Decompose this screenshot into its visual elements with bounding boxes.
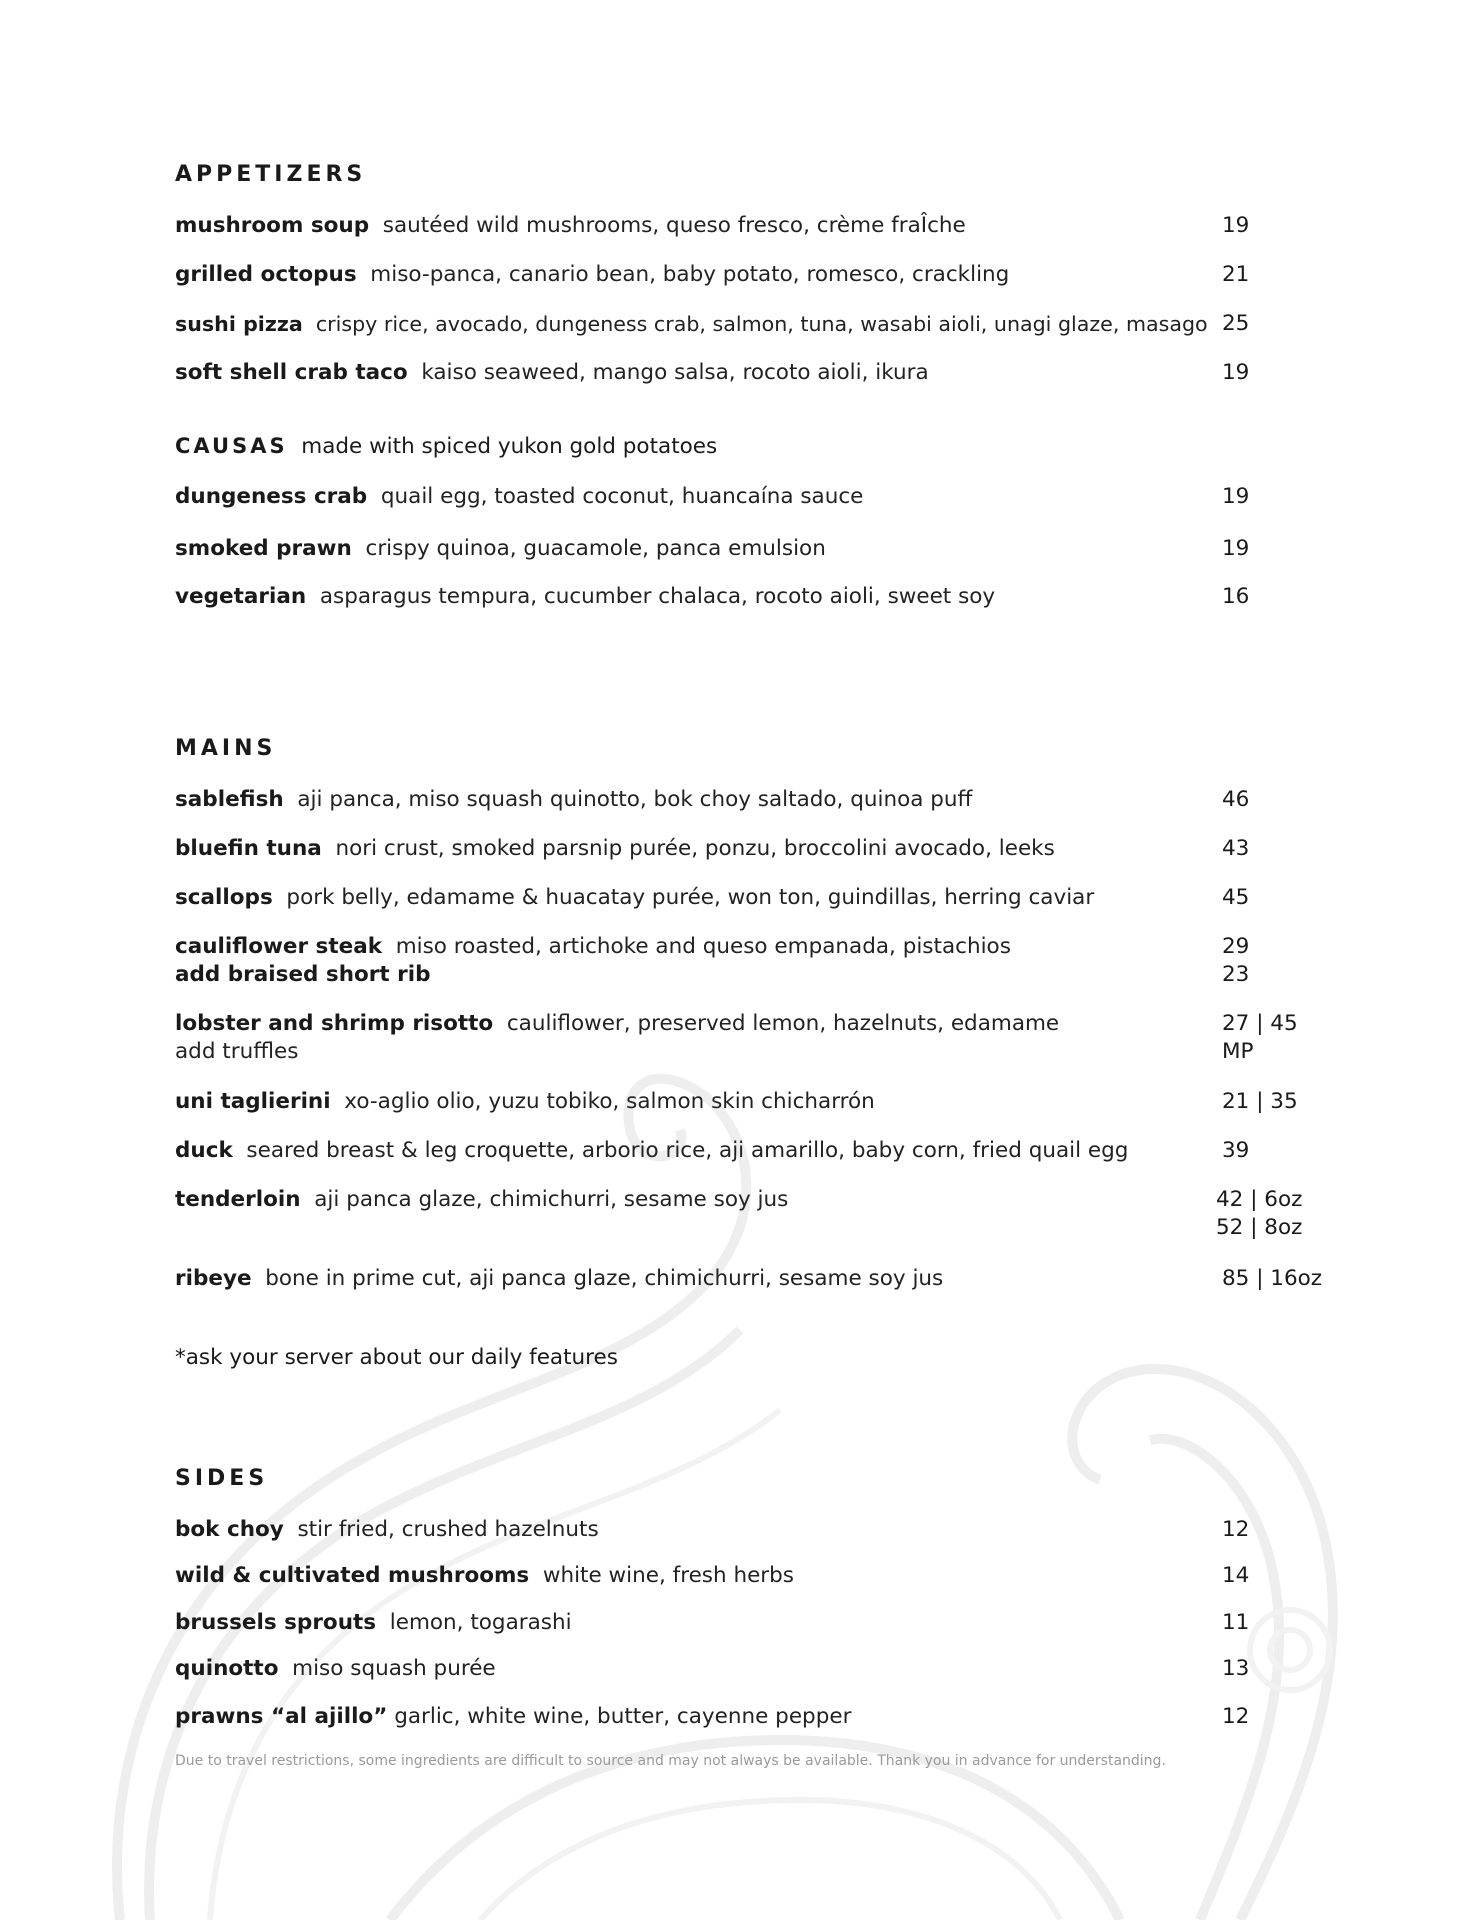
item-description: kaiso seaweed, mango salsa, rocoto aioli, ikura xyxy=(421,360,929,385)
item-name: wild & cultivated mushrooms xyxy=(175,1563,530,1588)
item-description: crispy quinoa, guacamole, panca emulsion xyxy=(365,536,826,561)
item-price: 19 xyxy=(1222,484,1250,509)
item-price: 39 xyxy=(1222,1138,1250,1163)
section-title-causas: CAUSAS xyxy=(175,434,288,458)
item-name: quinotto xyxy=(175,1656,279,1681)
item-price: 43 xyxy=(1222,836,1250,861)
item-name: sushi pizza xyxy=(175,312,303,336)
mains-section xyxy=(175,734,1325,764)
menu-item xyxy=(175,1010,1325,1066)
menu-item xyxy=(175,933,1325,989)
item-addon: add braised short rib xyxy=(175,962,431,987)
item-name: grilled octopus xyxy=(175,262,357,287)
menu-item xyxy=(175,1562,1325,1590)
menu-item xyxy=(175,884,1325,912)
item-description: sautéed wild mushrooms, queso fresco, crème fraÎche xyxy=(382,213,966,238)
item-name: bluefin tuna xyxy=(175,836,322,861)
causas-header xyxy=(175,432,1325,460)
item-price: 27 | 45 xyxy=(1222,1011,1298,1036)
menu-item xyxy=(175,1516,1325,1544)
section-title-appetizers: APPETIZERS xyxy=(175,162,367,187)
menu-item xyxy=(175,1703,1325,1731)
menu-item xyxy=(175,1186,1325,1242)
item-description: white wine, fresh herbs xyxy=(542,1563,794,1588)
item-name: brussels sprouts xyxy=(175,1610,377,1635)
item-description: aji panca, miso squash quinotto, bok choy saltado, quinoa puff xyxy=(297,787,973,812)
item-name: lobster and shrimp risotto xyxy=(175,1011,494,1036)
item-price: 19 xyxy=(1222,213,1250,238)
item-description: miso-panca, canario bean, baby potato, romesco, crackling xyxy=(370,262,1010,287)
item-description: pork belly, edamame & huacatay purée, won ton, guindillas, herring caviar xyxy=(286,885,1095,910)
note-text: *ask your server about our daily features xyxy=(175,1345,618,1370)
item-price: 13 xyxy=(1222,1656,1250,1681)
menu-item xyxy=(175,359,1325,387)
item-price: 12 xyxy=(1222,1517,1250,1542)
sides-section xyxy=(175,1464,1325,1494)
menu-item xyxy=(175,1609,1325,1637)
item-price: 12 xyxy=(1222,1704,1250,1729)
item-name: scallops xyxy=(175,885,273,910)
item-name: cauliflower steak xyxy=(175,934,383,959)
menu-item xyxy=(175,535,1325,563)
item-price: 45 xyxy=(1222,885,1250,910)
item-description: miso roasted, artichoke and queso empanada, pistachios xyxy=(395,934,1011,959)
menu-item xyxy=(175,1265,1325,1293)
item-description: lemon, togarashi xyxy=(389,1610,572,1635)
item-price: 21 | 35 xyxy=(1222,1089,1298,1114)
item-price: 11 xyxy=(1222,1610,1250,1635)
item-price: 16 xyxy=(1222,584,1250,609)
item-addon-price: 23 xyxy=(1222,962,1250,987)
item-price: 29 xyxy=(1222,934,1250,959)
disclaimer-text: Due to travel restrictions, some ingredients are difficult to source and may not always be available. Thank you in advance for understanding. xyxy=(175,1753,1166,1769)
item-name: smoked prawn xyxy=(175,536,352,561)
item-price: 19 xyxy=(1222,536,1250,561)
menu-item xyxy=(175,835,1325,863)
item-description: xo-aglio olio, yuzu tobiko, salmon skin chicharrón xyxy=(344,1089,875,1114)
menu-item xyxy=(175,583,1325,611)
menu-item xyxy=(175,483,1325,511)
item-name: uni taglierini xyxy=(175,1089,331,1114)
menu-item xyxy=(175,1655,1325,1683)
menu-item xyxy=(175,310,1325,338)
item-name: dungeness crab xyxy=(175,484,368,509)
item-price: 85 | 16oz xyxy=(1222,1266,1323,1291)
appetizers-section xyxy=(175,160,1325,190)
item-description: garlic, white wine, butter, cayenne pepper xyxy=(394,1704,852,1729)
menu-item xyxy=(175,1088,1325,1116)
menu-item xyxy=(175,261,1325,289)
daily-features-note xyxy=(175,1344,1325,1372)
item-name: sablefish xyxy=(175,787,284,812)
disclaimer xyxy=(175,1752,1325,1770)
item-description: cauliflower, preserved lemon, hazelnuts, edamame xyxy=(506,1011,1060,1036)
item-name: vegetarian xyxy=(175,584,307,609)
item-name: duck xyxy=(175,1138,233,1163)
item-addon-price: MP xyxy=(1222,1039,1254,1064)
item-description: nori crust, smoked parsnip purée, ponzu, broccolini avocado, leeks xyxy=(335,836,1055,861)
item-price: 25 xyxy=(1222,311,1250,336)
item-price: 19 xyxy=(1222,360,1250,385)
item-description: seared breast & leg croquette, arborio rice, aji amarillo, baby corn, fried quail egg xyxy=(246,1138,1129,1163)
item-price: 21 xyxy=(1222,262,1250,287)
item-name: soft shell crab taco xyxy=(175,360,408,385)
item-description: crispy rice, avocado, dungeness crab, salmon, tuna, wasabi aioli, unagi glaze, masago xyxy=(315,312,1208,336)
item-name: tenderloin xyxy=(175,1187,301,1212)
item-description: miso squash purée xyxy=(292,1656,496,1681)
item-description: asparagus tempura, cucumber chalaca, rocoto aioli, sweet soy xyxy=(319,584,996,609)
item-description: stir fried, crushed hazelnuts xyxy=(297,1517,599,1542)
item-price-alt: 52 | 8oz xyxy=(1216,1215,1303,1240)
item-price: 42 | 6oz xyxy=(1216,1187,1303,1212)
item-name: mushroom soup xyxy=(175,213,370,238)
item-description: bone in prime cut, aji panca glaze, chimichurri, sesame soy jus xyxy=(265,1266,944,1291)
item-name: bok choy xyxy=(175,1517,284,1542)
item-price: 14 xyxy=(1222,1563,1250,1588)
menu-item xyxy=(175,212,1325,240)
item-description: quail egg, toasted coconut, huancaína sauce xyxy=(380,484,864,509)
item-price: 46 xyxy=(1222,787,1250,812)
menu-item xyxy=(175,1137,1325,1165)
item-addon: add truffles xyxy=(175,1039,299,1064)
item-name: prawns “al ajillo” xyxy=(175,1704,388,1729)
item-name: ribeye xyxy=(175,1266,252,1291)
section-title-mains: MAINS xyxy=(175,736,277,761)
item-description: aji panca glaze, chimichurri, sesame soy jus xyxy=(314,1187,789,1212)
causas-subtitle: made with spiced yukon gold potatoes xyxy=(301,434,718,459)
section-title-sides: SIDES xyxy=(175,1466,269,1491)
menu-item xyxy=(175,786,1325,814)
